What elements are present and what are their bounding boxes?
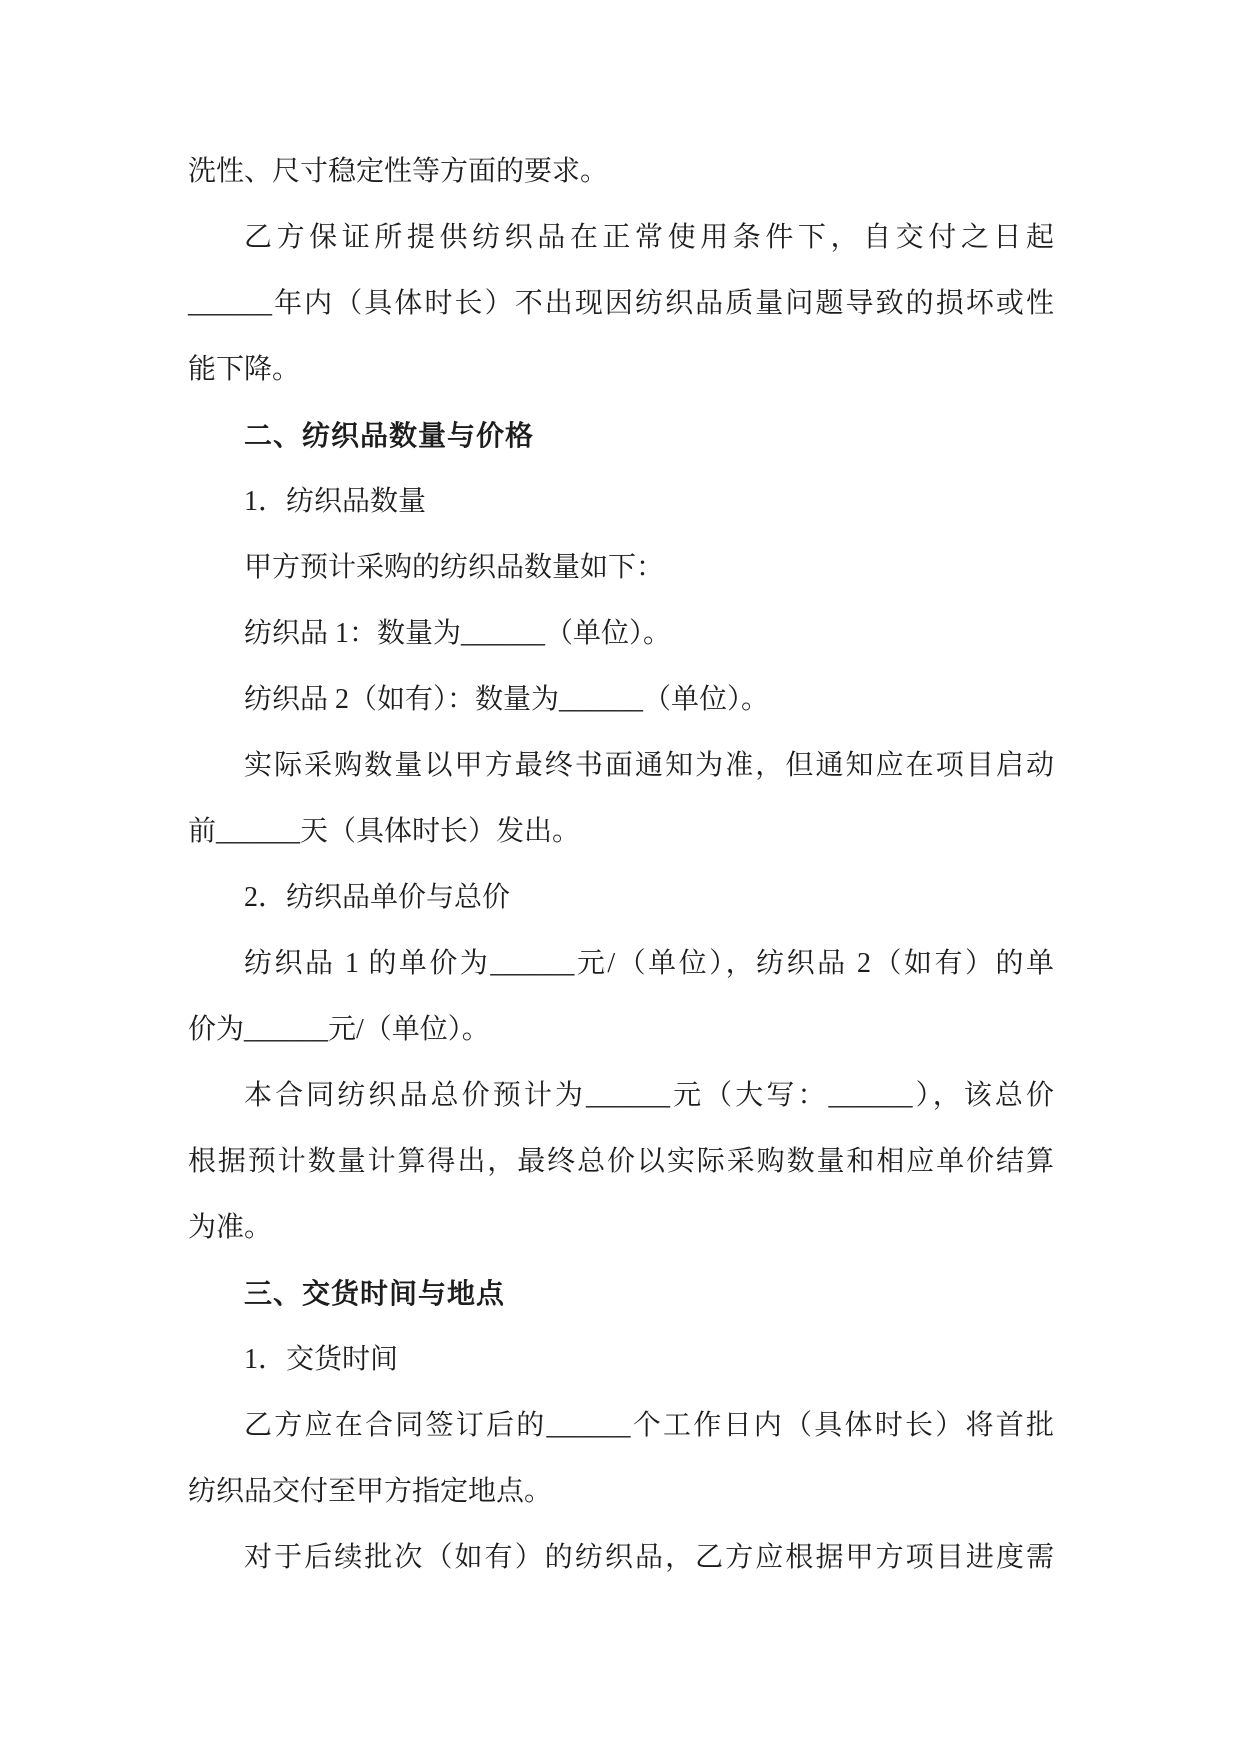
section-heading: 二、纺织品数量与价格 (244, 420, 535, 451)
text-line: 实际采购数量以甲方最终书面通知为准，但通知应在项目启动 (244, 750, 1054, 781)
text-line: 1．纺织品数量 (244, 486, 427, 517)
contract-text-block (188, 139, 1054, 1591)
text-line: 乙方保证所提供纺织品在正常使用条件下，自交付之日起 (244, 222, 1054, 253)
text-line: 前______天（具体时长）发出。 (188, 816, 581, 847)
text-line: 纺织品 1：数量为______（单位）。 (244, 618, 672, 649)
section-heading: 三、交货时间与地点 (244, 1278, 506, 1309)
text-line: 为准。 (188, 1212, 273, 1243)
text-line: 纺织品交付至甲方指定地点。 (188, 1476, 553, 1507)
text-line: 价为______元/（单位）。 (188, 1014, 490, 1045)
text-line: 甲方预计采购的纺织品数量如下： (244, 552, 665, 583)
text-line: 根据预计数量计算得出，最终总价以实际采购数量和相应单价结算 (188, 1146, 1054, 1177)
text-line: ______年内（具体时长）不出现因纺织品质量问题导致的损坏或性 (188, 288, 1054, 319)
text-line: 对于后续批次（如有）的纺织品，乙方应根据甲方项目进度需 (244, 1542, 1054, 1573)
text-line: 能下降。 (188, 354, 301, 385)
text-line: 纺织品 2（如有）：数量为______（单位）。 (244, 684, 770, 715)
text-line: 纺织品 1 的单价为______元/（单位），纺织品 2（如有）的单 (244, 948, 1054, 979)
text-line: 2．纺织品单价与总价 (244, 882, 511, 913)
text-line: 洗性、尺寸稳定性等方面的要求。 (188, 156, 609, 187)
text-line: 本合同纺织品总价预计为______元（大写：______），该总价 (244, 1080, 1054, 1111)
text-line: 乙方应在合同签订后的______个工作日内（具体时长）将首批 (244, 1410, 1054, 1441)
text-line: 1．交货时间 (244, 1344, 399, 1375)
